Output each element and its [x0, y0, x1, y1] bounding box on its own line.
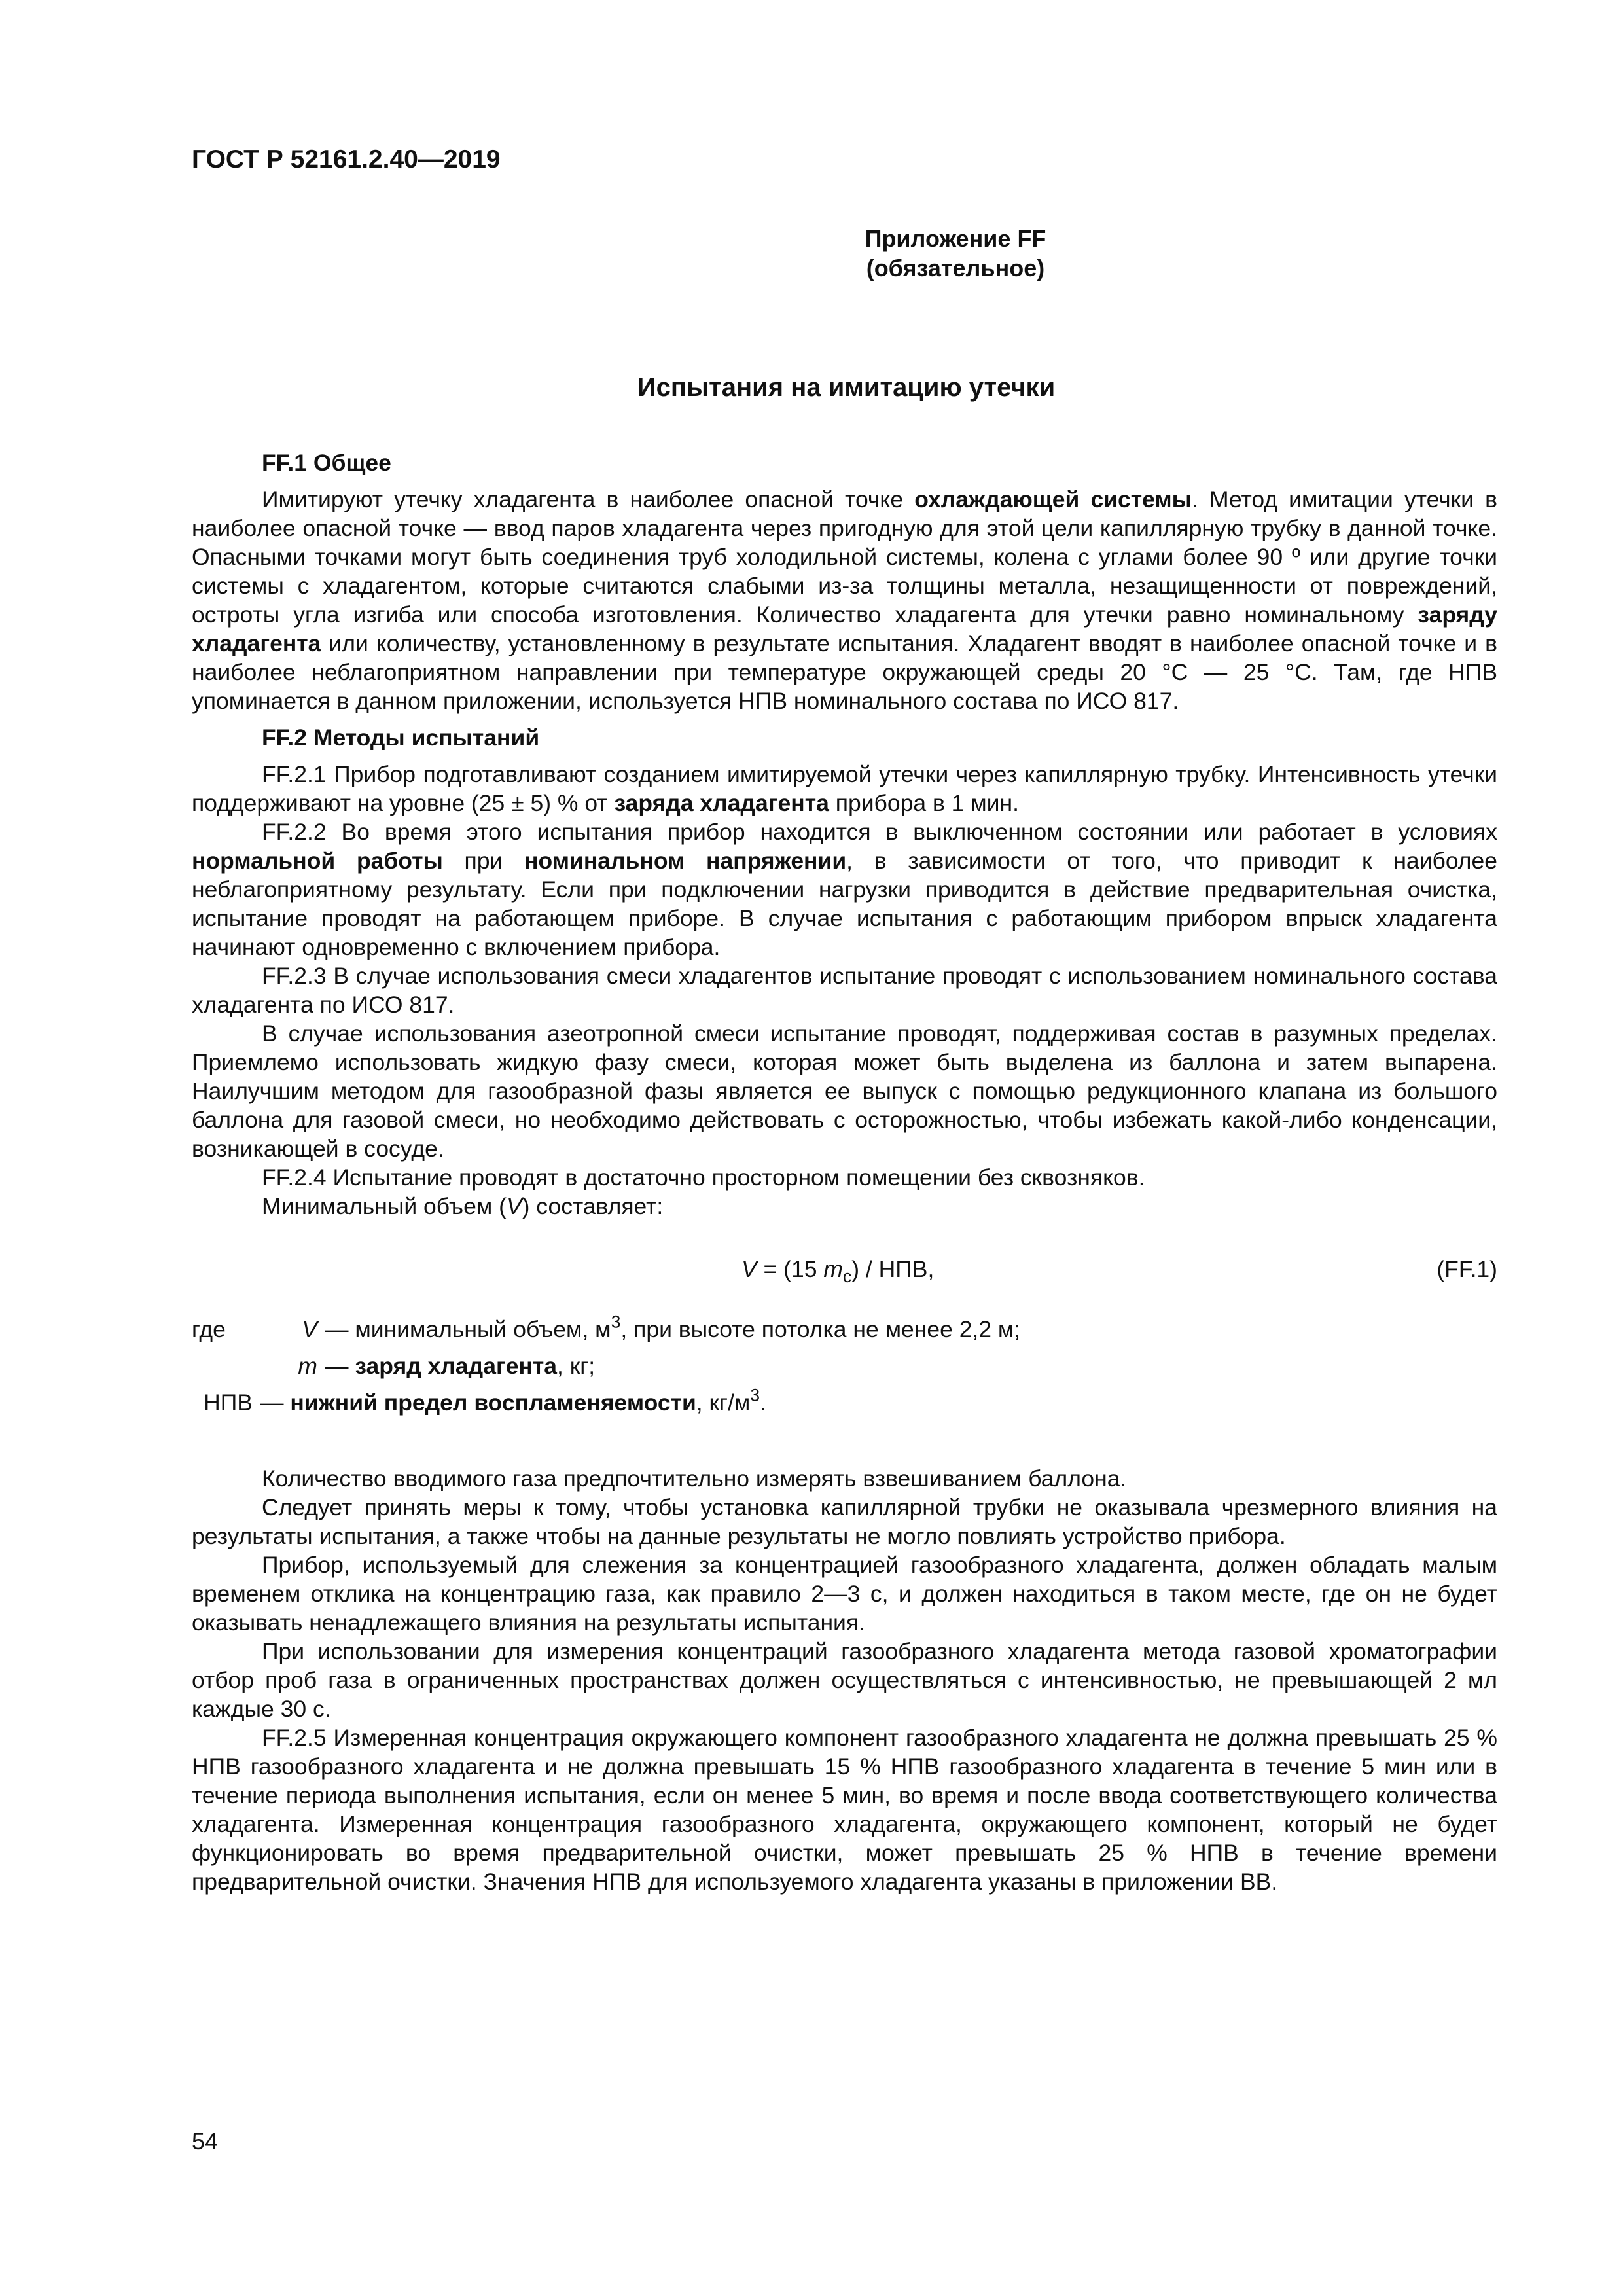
- paragraph-gas-quantity: Количество вводимого газа предпочтительно измерять взвешиванием баллона.: [262, 1465, 1127, 1492]
- defined-term: номинальном напряжении: [524, 848, 847, 874]
- paragraph-ff1: [192, 485, 1497, 715]
- definition-term: [192, 1352, 325, 1380]
- defined-term: охлаждающей системы: [914, 486, 1192, 512]
- formula-ff1: [192, 1255, 1497, 1286]
- page-number: 54: [192, 2128, 219, 2155]
- formula-text: ) / НПВ,: [851, 1256, 935, 1282]
- text-run: , кг;: [557, 1353, 596, 1379]
- definition-symbol-npv: НПВ: [204, 1390, 253, 1416]
- formula-symbol-m: m: [823, 1256, 843, 1282]
- paragraph-ff23-azeotrope: В случае использования азеотропной смеси испытание проводят, поддерживая состав в разумных пределах. Приемлемо использовать жидкую фазу смеси, которая может быть выделена из баллона и затем выпарена. Наилучшим методом для газообразной фазы является ее выпуск с помощью редукционного клапана из большого баллона для газовой смеси, но необходимо действовать с осторожностью, чтобы избежать какой-либо конденсации, возникающей в сосуде.: [192, 1020, 1497, 1162]
- text-run: , в зависимости от того, что приводит к наиболее неблагоприятному результату. Если при подключении нагрузки приводится в действие предварительная очистка, испытание проводят на работающем приборе. В случае испытания с работающим прибором впрыск хладагента начинают одновременно с включением прибора.: [192, 848, 1497, 960]
- superscript: 3: [611, 1312, 621, 1332]
- formula-number: (FF.1): [1436, 1256, 1497, 1282]
- definition-v: [192, 1312, 1497, 1352]
- paragraph-chromatography: При использовании для измерения концентраций газообразного хладагента метода газовой хроматографии отбор проб газа в ограниченных пространствах должен осуществляться с интенсивностью, не превышающей 2 мл каждые 30 с.: [192, 1638, 1497, 1722]
- document-code: ГОСТ Р 52161.2.40—2019: [192, 145, 501, 173]
- text-run: Минимальный объем (: [262, 1193, 507, 1219]
- definition-desc: [325, 1312, 1021, 1344]
- definition-desc: [260, 1385, 766, 1417]
- definition-desc: [325, 1352, 595, 1380]
- text-run: , кг/м: [696, 1390, 751, 1416]
- text-run: ) составляет:: [522, 1193, 664, 1219]
- annex-header: [707, 224, 1204, 283]
- definition-symbol-v: V: [302, 1316, 317, 1342]
- text-run: FF.2.1 Прибор подготавливают созданием имитируемой утечки через капиллярную трубку. Интенсивность утечки поддерживают на уровне (25 ± 5) % от: [192, 761, 1497, 816]
- text-run: или количеству, установленному в результате испытания. Хладагент вводят в наиболее опасной точке и в наиболее неблагоприятном направлении при температуре окружающей среды 20 °С — 25 °С. Там, где НПВ упоминается в данном приложении, используется НПВ номинального состава по ИСО 817.: [192, 630, 1497, 714]
- formula-expression: [741, 1255, 935, 1286]
- text-run: прибора в 1 мин.: [829, 790, 1019, 816]
- defined-term: нормальной работы: [192, 848, 443, 874]
- document-body: [192, 448, 1497, 1896]
- definition-term: [192, 1388, 260, 1417]
- annex-label: Приложение FF: [865, 225, 1046, 252]
- text-run: , при высоте потолка не менее 2,2 м;: [620, 1316, 1021, 1342]
- annex-title: Испытания на имитацию утечки: [637, 373, 1056, 402]
- formula-subscript: c: [842, 1266, 852, 1286]
- text-run: .: [760, 1390, 766, 1416]
- paragraph-capillary: Следует принять меры к тому, чтобы установка капиллярной трубки не оказывала чрезмерного влияния на результаты испытания, а также чтобы на данные результаты не могло повлиять устройство прибора.: [192, 1494, 1497, 1549]
- superscript: 3: [750, 1385, 760, 1405]
- defined-term: заряда хладагента: [614, 790, 829, 816]
- definition-npv: [192, 1385, 1497, 1425]
- paragraph-ff22: [192, 817, 1497, 961]
- paragraph-ff24-min-volume: [192, 1192, 1497, 1221]
- definition-m: [192, 1352, 1497, 1388]
- text-run: при: [442, 848, 525, 874]
- formula-definitions: [192, 1312, 1497, 1425]
- section-heading-ff1: FF.1 Общее: [262, 450, 391, 476]
- text-run: — минимальный объем, м: [325, 1316, 611, 1342]
- defined-term: заряду хладагента: [192, 601, 1497, 656]
- paragraph-ff21: [192, 760, 1497, 817]
- annex-status: (обязательное): [866, 255, 1045, 281]
- section-heading-ff2: FF.2 Методы испытаний: [262, 725, 540, 751]
- symbol-v: V: [506, 1193, 522, 1219]
- formula-symbol-v: V: [741, 1256, 757, 1282]
- paragraph-ff23: FF.2.3 В случае использования смеси хладагентов испытание проводят с использованием номинального состава хладагента по ИСО 817.: [192, 963, 1497, 1018]
- formula-text: = (15: [757, 1256, 824, 1282]
- paragraph-ff25: FF.2.5 Измеренная концентрация окружающего компонент газообразного хладагента не должна превышать 25 % НПВ газообразного хладагента и не должна превышать 15 % НПВ газообразного хладагента в течение 5 мин или в течение периода выполнения испытания, если он менее 5 мин, во время и после ввода соответствующего количества хладагента. Измеренная концентрация газообразного хладагента, окружающего компонент, который не будет функционировать во время предварительной очистки, может превышать 25 % НПВ в течение времени предварительной очистки. Значения НПВ для используемого хладагента указаны в приложении ВВ.: [192, 1725, 1497, 1895]
- defined-term: нижний предел воспламеняемости: [290, 1390, 696, 1416]
- text-run: Имитируют утечку хладагента в наиболее опасной точке: [262, 486, 915, 512]
- text-run: . Метод имитации утечки в наиболее опасной точке — ввод паров хладагента через пригодную для этой цели капиллярную трубку в данной точке. Опасными точками могут быть соединения труб холодильной системы, колена с углами более 90 º или другие точки системы с хладагентом, которые считаются слабыми из-за толщины металла, незащищенности от повреждений, остроты угла изгиба или способа изготовления. Количество хладагента для утечки равно номинальному: [192, 486, 1497, 628]
- defined-term: заряд хладагента: [355, 1353, 558, 1379]
- definition-symbol-m: m: [298, 1353, 317, 1379]
- text-run: —: [260, 1390, 291, 1416]
- paragraph-monitoring-device: Прибор, используемый для слежения за концентрацией газообразного хладагента, должен обладать малым временем отклика на концентрацию газа, как правило 2—3 с, и должен находиться в таком месте, где он не будет оказывать ненадлежащего влияния на результаты испытания.: [192, 1552, 1497, 1636]
- text-run: FF.2.2 Во время этого испытания прибор находится в выключенном состоянии или работает в условиях: [262, 819, 1497, 845]
- paragraph-ff24: FF.2.4 Испытание проводят в достаточно просторном помещении без сквозняков.: [262, 1164, 1145, 1191]
- where-label: где: [192, 1316, 226, 1342]
- text-run: —: [325, 1353, 355, 1379]
